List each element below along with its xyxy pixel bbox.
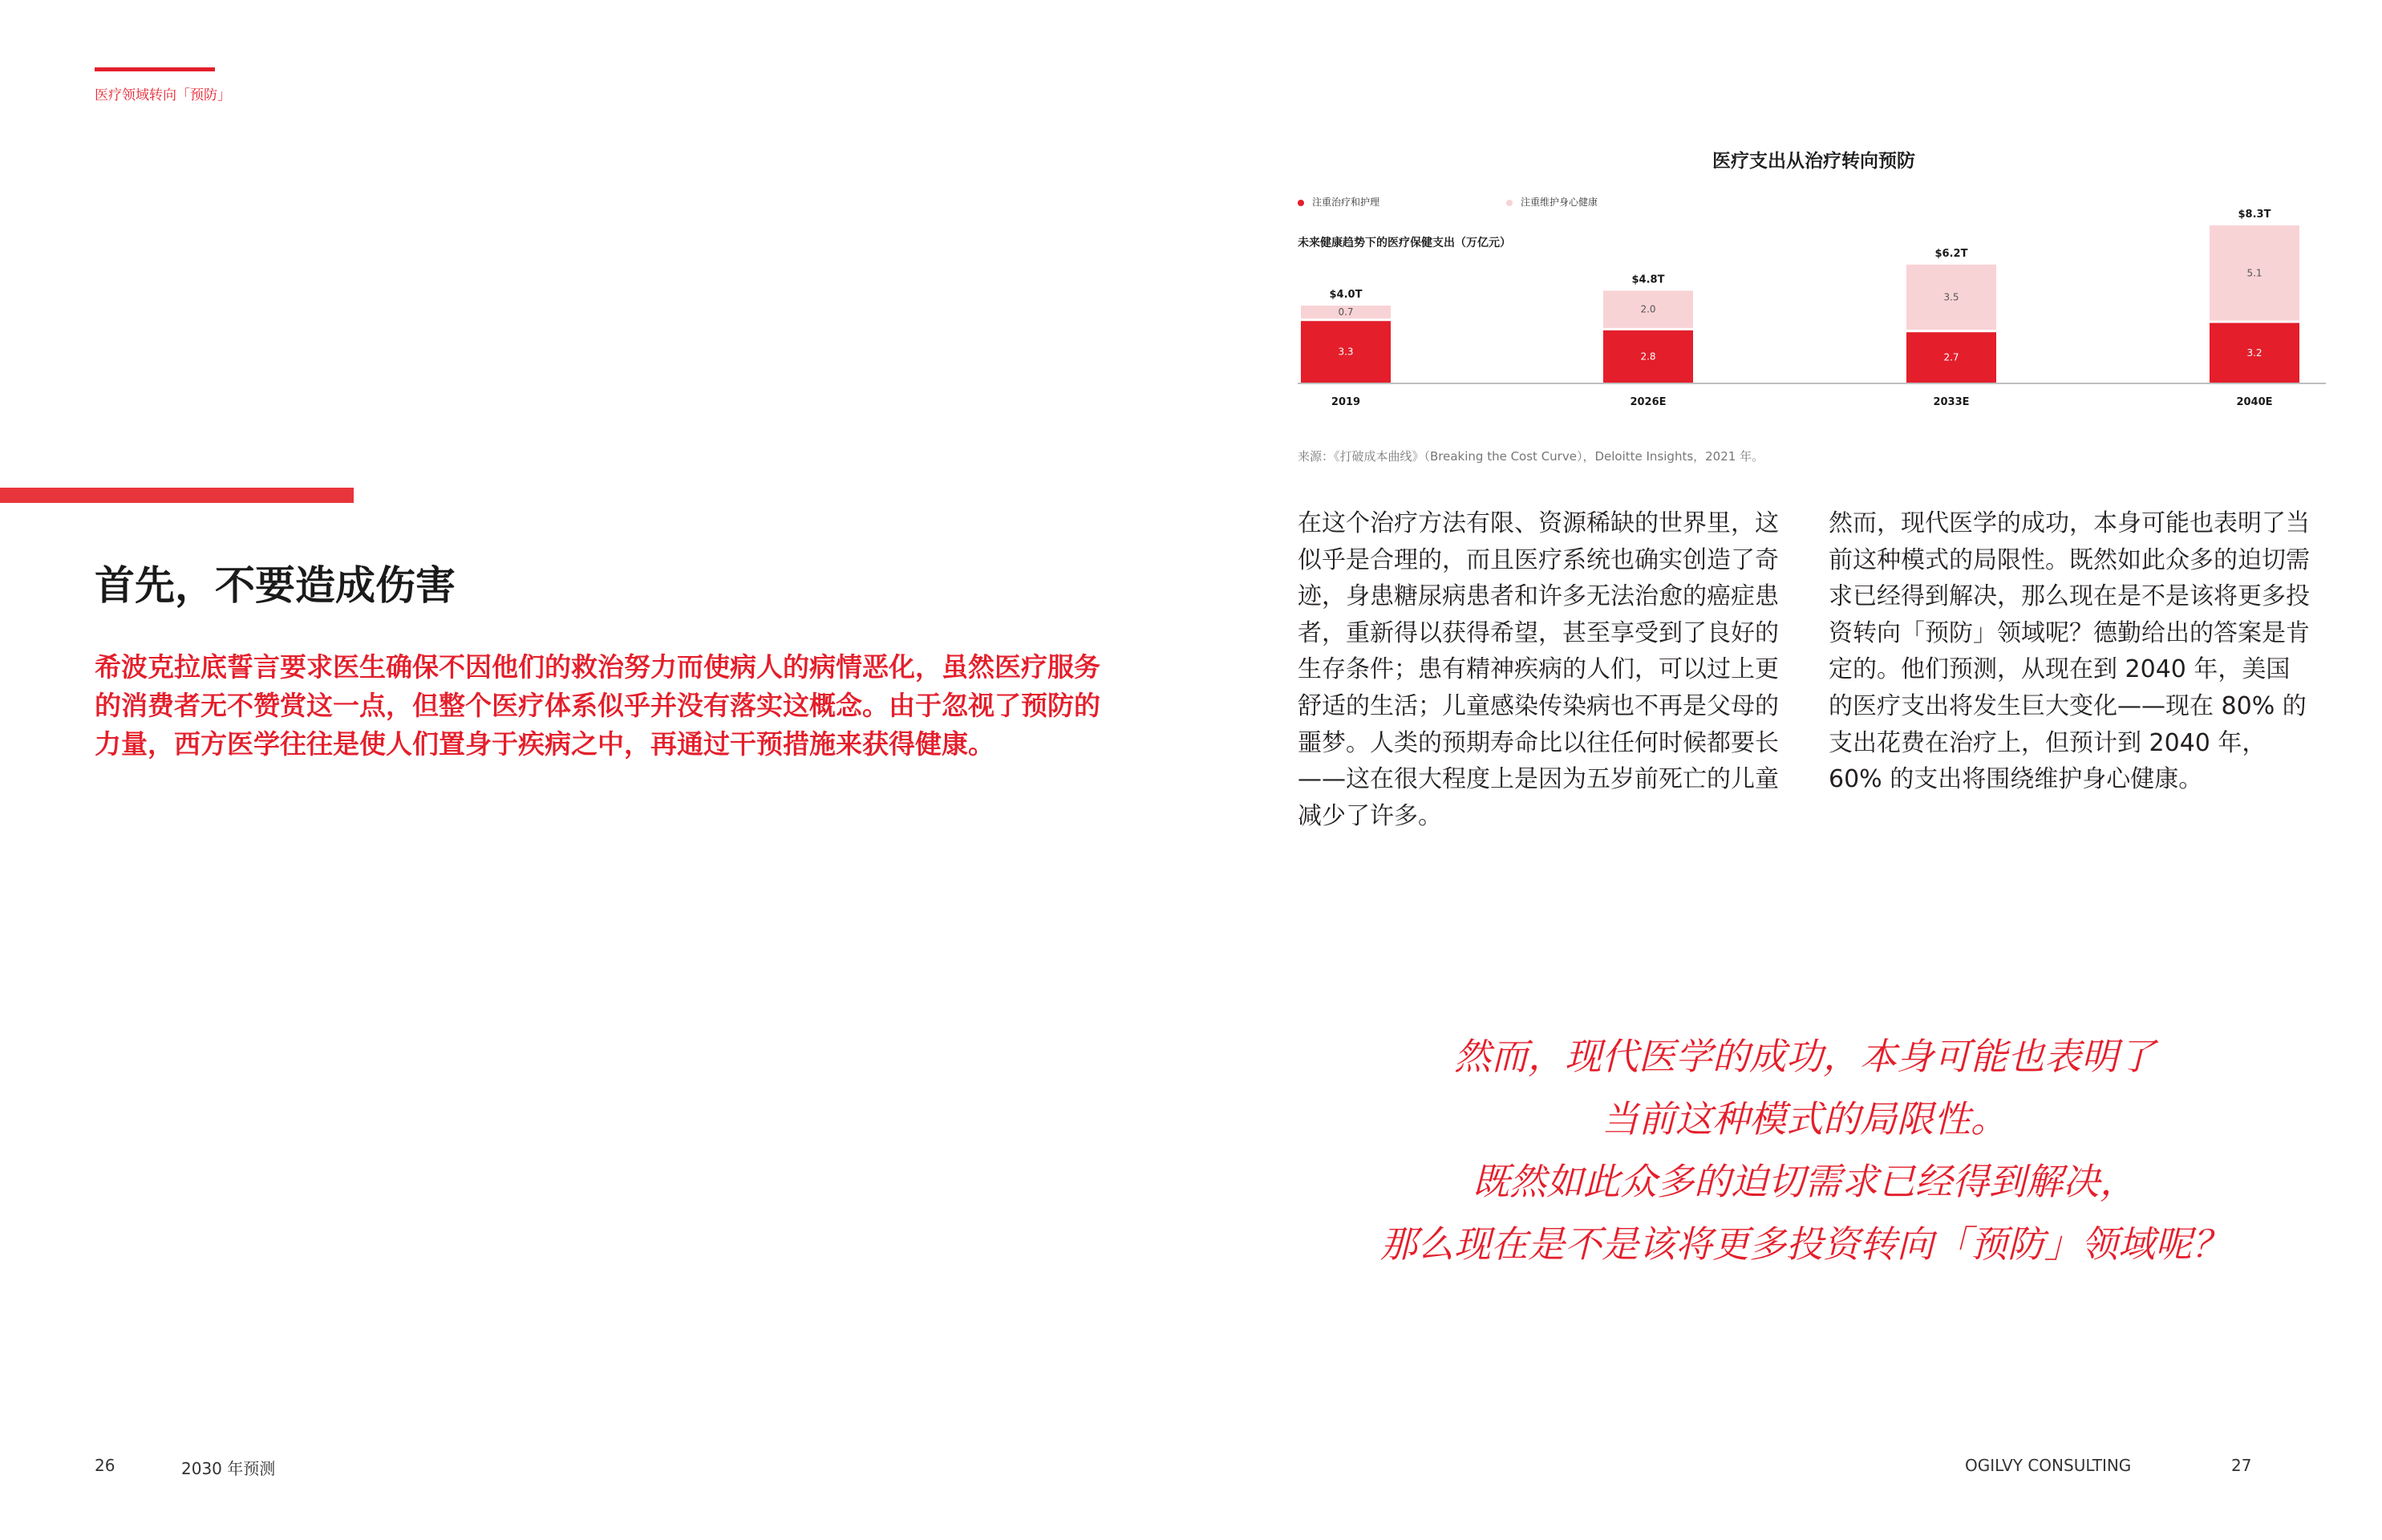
section-label: 医疗领域转向「预防」 xyxy=(95,87,231,103)
total-label: $8.3T xyxy=(2238,208,2271,221)
pull-quote-line: 那么现在是不是该将更多投资转向「预防」领域呢？ xyxy=(1380,1222,2229,1266)
section-heading: 首先，不要造成伤害 xyxy=(95,562,456,609)
body-column-1: 在这个治疗方法有限、资源稀缺的世界里，这似乎是合理的，而且医疗系统也确实创造了奇迹，身患糖尿病患者和许多无法治愈的癌症患者，重新得以获得希望，甚至享受到了良好的生存条件；患有精神疾病的人们，可以过上更舒适的生活；儿童感染传染病也不再是父母的噩梦。人类的预期寿命比以往任何时候都要长——这在很大程度上是因为五岁前死亡的儿童减少了许多。 xyxy=(1298,509,1779,830)
top-accent-rule xyxy=(95,67,215,71)
data-label-wellbeing: 5.1 xyxy=(2246,267,2262,279)
chart-title: 医疗支出从治疗转向预防 xyxy=(1712,151,1915,172)
heading-accent-bar xyxy=(0,488,354,503)
legend-label-treatment: 注重治疗和护理 xyxy=(1312,197,1380,208)
x-tick-label: 2026E xyxy=(1630,396,1667,408)
data-label-treatment: 3.3 xyxy=(1338,346,1354,358)
legend-label-wellbeing: 注重维护身心健康 xyxy=(1521,197,1598,208)
right-page-number: 27 xyxy=(2231,1456,2252,1475)
total-label: $4.0T xyxy=(1329,288,1363,301)
x-tick-label: 2040E xyxy=(2236,396,2273,408)
chart-unit-label: 未来健康趋势下的医疗保健支出（万亿元） xyxy=(1298,237,1511,249)
data-label-wellbeing: 3.5 xyxy=(1943,291,1959,303)
right-running-brand: OGILVY CONSULTING xyxy=(1965,1456,2132,1475)
pull-quote-line: 当前这种模式的局限性。 xyxy=(1602,1097,2007,1141)
lead-paragraph: 希波克拉底誓言要求医生确保不因他们的救治努力而使病人的病情恶化，虽然医疗服务的消费者无不赞赏这一点，但整个医疗体系似乎并没有落实这概念。由于忽视了预防的力量，西方医学往往是使人们置身于疾病之中，再通过干预措施来获得健康。 xyxy=(95,651,1100,760)
data-label-treatment: 2.7 xyxy=(1943,351,1959,363)
pull-quote-line: 既然如此众多的迫切需求已经得到解决， xyxy=(1473,1160,2137,1203)
pull-quote-line: 然而，现代医学的成功，本身可能也表明了 xyxy=(1454,1035,2155,1078)
data-label-treatment: 3.2 xyxy=(2246,346,2262,359)
data-label-treatment: 2.8 xyxy=(1640,351,1656,363)
body-column-2: 然而，现代医学的成功，本身可能也表明了当前这种模式的局限性。既然如此众多的迫切需求已经得到解决，那么现在是不是该将更多投资转向「预防」领域呢？德勤给出的答案是肯定的。他们预测，从现在到 2040 年，美国的医疗支出将发生巨大变化——现在 80% 的支出花费在治疗上，但预计到 2040 年，60% 的支出将围绕维护身心健康。 xyxy=(1829,509,2310,794)
left-running-title: 2030 年预测 xyxy=(181,1459,276,1478)
x-tick-label: 2033E xyxy=(1933,396,1970,408)
chart-source-note: 来源：《打破成本曲线》（Breaking the Cost Curve），Deloitte Insights，2021 年。 xyxy=(1298,449,1764,464)
total-label: $6.2T xyxy=(1934,247,1968,260)
x-tick-label: 2019 xyxy=(1331,396,1361,408)
data-label-wellbeing: 0.7 xyxy=(1338,306,1354,318)
bar-chart xyxy=(1283,192,2326,417)
left-page-number: 26 xyxy=(95,1456,115,1475)
data-label-wellbeing: 2.0 xyxy=(1640,303,1656,315)
total-label: $4.8T xyxy=(1631,274,1665,286)
pull-quote xyxy=(1299,1025,2310,1275)
